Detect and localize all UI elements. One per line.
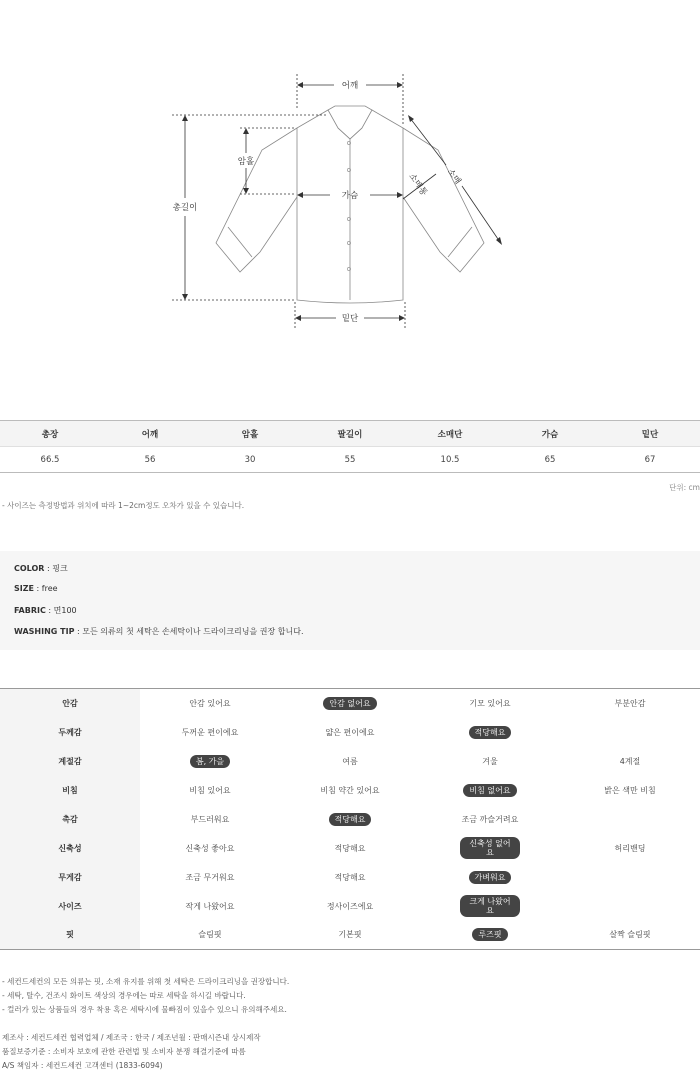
feature-row xyxy=(0,747,700,776)
feature-name: 무게감 xyxy=(0,863,140,892)
feature-option: 적당해요 xyxy=(334,872,366,882)
feature-option: 조금 까슬거려요 xyxy=(461,814,519,824)
feature-option-cell xyxy=(560,834,700,863)
feature-name: 두께감 xyxy=(0,718,140,747)
washing-label: WASHING TIP xyxy=(14,627,75,636)
unit-label: 단위: cm xyxy=(669,483,700,492)
fabric-value: 면100 xyxy=(53,606,77,615)
color-row: COLOR : 핑크 xyxy=(14,564,68,573)
feature-row xyxy=(0,921,700,950)
feature-option-selected: 안감 없어요 xyxy=(323,697,376,710)
feature-option: 겨울 xyxy=(482,756,498,766)
washing-value: 모든 의류의 첫 세탁은 손세탁이나 드라이크리닝을 권장 합니다. xyxy=(82,627,304,636)
feature-name: 안감 xyxy=(0,689,140,718)
care-note: - 세탁, 탈수, 건조시 화이트 색상의 경우에는 따로 세탁을 하시길 바랍니다. xyxy=(2,991,246,1000)
feature-option-cell xyxy=(280,892,420,921)
feature-option-cell xyxy=(140,805,280,834)
feature-option-cell xyxy=(420,834,560,863)
size-note: - 사이즈는 측정방법과 위치에 따라 1~2cm정도 오차가 있을 수 있습니다. xyxy=(2,501,245,510)
feature-row xyxy=(0,892,700,921)
feature-option-cell xyxy=(560,863,700,892)
armhole-label: 암홀 xyxy=(237,157,255,167)
feature-option-cell xyxy=(140,892,280,921)
size-header: 가슴 xyxy=(500,421,600,447)
feature-option-cell xyxy=(140,921,280,950)
feature-option: 비침 있어요 xyxy=(189,785,231,795)
feature-option-selected: 크게 나왔어요 xyxy=(460,895,520,917)
feature-option: 슬림핏 xyxy=(198,930,222,940)
feature-option-cell xyxy=(280,747,420,776)
total-length-label: 총길이 xyxy=(172,203,198,213)
feature-option-selected: 적당해요 xyxy=(469,726,512,739)
size-header: 밑단 xyxy=(600,421,700,447)
feature-row xyxy=(0,689,700,718)
shirt-collar xyxy=(328,106,372,139)
feature-option: 신축성 좋아요 xyxy=(185,843,235,853)
size-table xyxy=(0,420,700,473)
size-header: 팔길이 xyxy=(300,421,400,447)
feature-option: 기본핏 xyxy=(338,930,362,940)
feature-option-cell xyxy=(420,863,560,892)
size-value-text: free xyxy=(41,584,58,593)
feature-row xyxy=(0,834,700,863)
feature-option-cell xyxy=(280,776,420,805)
feature-option: 부드러워요 xyxy=(190,814,230,824)
feature-option-cell xyxy=(280,805,420,834)
size-value: 66.5 xyxy=(0,447,100,473)
size-header: 어깨 xyxy=(100,421,200,447)
shirt-size-diagram xyxy=(0,0,700,400)
care-note: - 컬러가 있는 상품들의 경우 착용 혹은 세탁시에 물빠짐이 있을수 있으니 유의해주세요. xyxy=(2,1005,287,1014)
as-info: A/S 책임자 : 세컨드세컨 고객센터 (1833-6094) xyxy=(2,1061,163,1070)
size-value: 30 xyxy=(200,447,300,473)
feature-row xyxy=(0,805,700,834)
sleeve-label: 소매 xyxy=(444,167,463,187)
maker-info: 제조사 : 세컨드세컨 협력업체 / 제조국 : 한국 / 제조년월 : 판매시즌내 상시제작 xyxy=(2,1033,261,1042)
fabric-row: FABRIC : 면100 xyxy=(14,606,77,615)
size-value: 10.5 xyxy=(400,447,500,473)
feature-option-cell xyxy=(140,776,280,805)
chest-label: 가슴 xyxy=(341,191,359,201)
feature-row xyxy=(0,776,700,805)
feature-option: 안감 있어요 xyxy=(189,698,231,708)
feature-option-cell xyxy=(280,689,420,718)
feature-name: 계절감 xyxy=(0,747,140,776)
cuff-label: 소매통 xyxy=(406,171,429,198)
shoulder-label: 어깨 xyxy=(341,81,359,91)
feature-option: 살짝 슬림핏 xyxy=(609,930,651,940)
feature-row xyxy=(0,863,700,892)
feature-option-selected: 적당해요 xyxy=(329,813,372,826)
feature-option-selected: 봄, 가을 xyxy=(190,755,230,768)
feature-option: 얇은 편이에요 xyxy=(325,727,375,737)
feature-row xyxy=(0,718,700,747)
feature-option-cell xyxy=(420,776,560,805)
size-header: 총장 xyxy=(0,421,100,447)
size-value: 55 xyxy=(300,447,400,473)
size-value: 56 xyxy=(100,447,200,473)
size-header: 암홀 xyxy=(200,421,300,447)
feature-option-cell xyxy=(420,892,560,921)
feature-option-selected: 신축성 없어요 xyxy=(460,837,520,859)
feature-option: 작게 나왔어요 xyxy=(185,901,235,911)
size-value: 65 xyxy=(500,447,600,473)
feature-option: 조금 무거워요 xyxy=(185,872,235,882)
feature-option: 부분안감 xyxy=(614,698,646,708)
feature-option: 4계절 xyxy=(619,756,641,766)
feature-option-cell xyxy=(420,921,560,950)
feature-option-cell xyxy=(420,805,560,834)
feature-option-cell xyxy=(140,863,280,892)
fabric-label: FABRIC xyxy=(14,606,46,615)
washing-row: WASHING TIP : 모든 의류의 첫 세탁은 손세탁이나 드라이크리닝을 권장 합니다. xyxy=(14,627,304,636)
feature-option-cell xyxy=(420,689,560,718)
feature-option: 허리밴딩 xyxy=(614,843,646,853)
color-value: 핑크 xyxy=(52,564,68,573)
feature-option: 기모 있어요 xyxy=(469,698,511,708)
size-header: 소매단 xyxy=(400,421,500,447)
feature-option-cell xyxy=(560,776,700,805)
feature-option-cell xyxy=(560,689,700,718)
feature-option-cell xyxy=(280,718,420,747)
size-row: SIZE : free xyxy=(14,584,58,593)
feature-name: 신축성 xyxy=(0,834,140,863)
feature-name: 촉감 xyxy=(0,805,140,834)
feature-option: 여름 xyxy=(342,756,358,766)
hem-label: 밑단 xyxy=(341,314,359,324)
quality-info: 품질보증기준 : 소비자 보호에 관한 관련법 및 소비자 분쟁 해결기준에 따름 xyxy=(2,1047,246,1056)
feature-option-cell xyxy=(140,834,280,863)
feature-option-cell xyxy=(420,747,560,776)
feature-option-cell xyxy=(560,921,700,950)
feature-option-cell xyxy=(140,718,280,747)
feature-option: 밝은 색만 비침 xyxy=(604,785,656,795)
feature-option-cell xyxy=(140,689,280,718)
feature-option-cell xyxy=(420,718,560,747)
size-value: 67 xyxy=(600,447,700,473)
color-label: COLOR xyxy=(14,564,45,573)
feature-option-cell xyxy=(560,718,700,747)
feature-option-cell xyxy=(280,834,420,863)
feature-option: 두꺼운 편이에요 xyxy=(181,727,239,737)
feature-option-selected: 가벼워요 xyxy=(469,871,512,884)
feature-option: 비침 약간 있어요 xyxy=(320,785,380,795)
feature-table xyxy=(0,688,700,950)
care-note: - 세컨드세컨의 모든 의류는 핏, 소재 유지를 위해 첫 세탁은 드라이크리닝을 권장합니다. xyxy=(2,977,290,986)
feature-name: 비침 xyxy=(0,776,140,805)
product-info-block xyxy=(0,551,700,650)
feature-option-cell xyxy=(560,805,700,834)
size-table-value-row xyxy=(0,447,700,473)
feature-option-cell xyxy=(280,921,420,950)
feature-option: 정사이즈에요 xyxy=(326,901,374,911)
shirt-left-sleeve xyxy=(216,128,297,272)
size-label: SIZE xyxy=(14,584,35,593)
feature-name: 핏 xyxy=(0,921,140,950)
feature-option-cell xyxy=(560,892,700,921)
feature-option-cell xyxy=(140,747,280,776)
size-table-header-row xyxy=(0,421,700,447)
feature-option: 적당해요 xyxy=(334,843,366,853)
feature-option-cell xyxy=(280,863,420,892)
feature-option-cell xyxy=(560,747,700,776)
feature-name: 사이즈 xyxy=(0,892,140,921)
feature-option-selected: 루즈핏 xyxy=(472,928,507,941)
feature-option-selected: 비침 없어요 xyxy=(463,784,516,797)
